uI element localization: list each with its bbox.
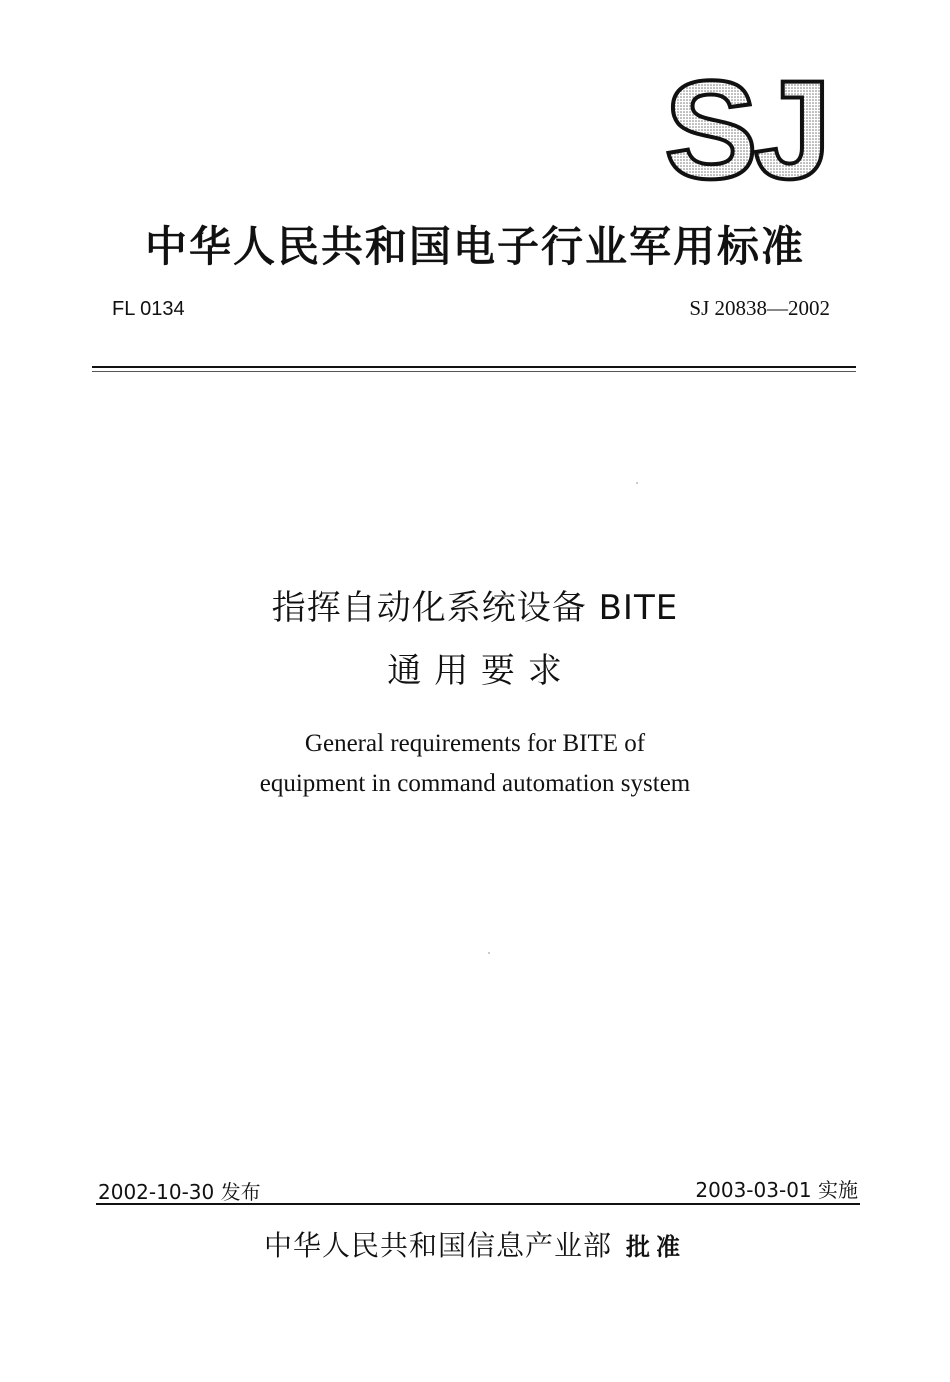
standard-category-title: 中华人民共和国电子行业军用标准	[144, 222, 805, 271]
sj-logo	[656, 66, 836, 186]
chinese-title-line-2: 通 用 要 求	[387, 651, 563, 691]
footer-rule	[96, 1203, 860, 1205]
issue-date: 2002-10-30 发布	[98, 1180, 261, 1204]
implementation-date: 2003-03-01 实施	[695, 1178, 858, 1202]
chinese-title-line-1: 指挥自动化系统设备 BITE	[271, 588, 679, 628]
approve-word: 批准	[626, 1233, 686, 1261]
english-title-line-1: General requirements for BITE of	[304, 730, 646, 757]
classification-code: FL 0134	[112, 298, 185, 320]
approver-name: 中华人民共和国信息产业部	[263, 1229, 612, 1262]
scan-speck	[488, 952, 490, 954]
header-rule	[92, 366, 856, 368]
english-title-line-2: equipment in command automation system	[259, 770, 691, 797]
scan-speck	[636, 482, 638, 484]
approver-line	[0, 1224, 950, 1264]
header-rule-thin	[92, 371, 856, 372]
logo-text: SJ	[664, 66, 828, 186]
standard-number: SJ 20838—2002	[689, 296, 830, 320]
